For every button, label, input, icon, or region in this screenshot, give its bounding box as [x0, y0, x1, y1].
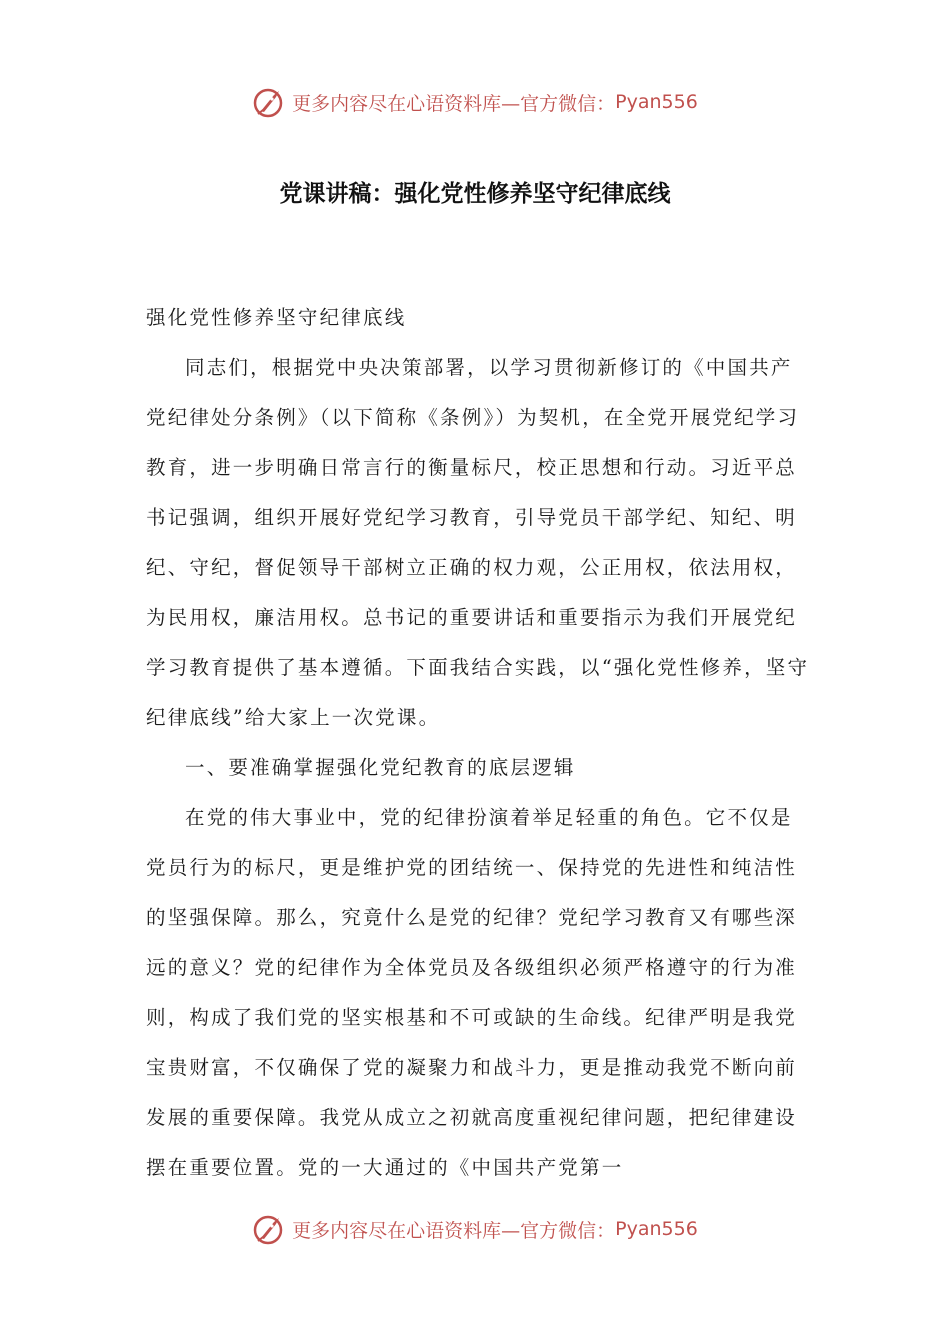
footer-banner	[0, 1207, 950, 1251]
document-title: 党课讲稿：强化党性修养坚守纪律底线	[279, 181, 671, 207]
banner-text: 更多内容尽在心语资料库—官方微信：	[292, 92, 616, 115]
header-banner	[0, 80, 950, 124]
wechat-id: Pyan556	[615, 1218, 698, 1240]
banner-text: 更多内容尽在心语资料库—官方微信：	[292, 1219, 616, 1242]
pen-nib-logo-icon	[252, 85, 286, 119]
paragraph-section-1: 在党的伟大事业中，党的纪律扮演着举足轻重的角色。它不仅是党员行为的标尺，更是维护党的团结统一、保持党的先进性和纯洁性的坚强保障。那么，究竟什么是党的纪律？党纪学习教育又有哪些深远的意义？党的纪律作为全体党员及各级组织必须严格遵守的行为准则，构成了我们党的坚实根基和不可或缺的生命线。纪律严明是我党宝贵财富，不仅确保了党的凝聚力和战斗力，更是推动我党不断向前发展的重要保障。我党从成立之初就高度重视纪律问题，把纪律建设摆在重要位置。党的一大通过的《中国共产党第一	[146, 806, 798, 1179]
pen-nib-logo-icon	[252, 1212, 286, 1246]
document-body	[146, 293, 810, 1193]
wechat-id: Pyan556	[615, 91, 698, 113]
paragraph-intro: 同志们，根据党中央决策部署，以学习贯彻新修订的《中国共产党纪律处分条例》（以下简称《条例》）为契机，在全党开展党纪学习教育，进一步明确日常言行的衡量标尺，校正思想和行动。习近平总书记强调，组织开展好党纪学习教育，引导党员干部学纪、知纪、明纪、守纪，督促领导干部树立正确的权力观，公正用权，依法用权，为民用权，廉洁用权。总书记的重要讲话和重要指示为我们开展党纪学习教育提供了基本遵循。下面我结合实践，以“强化党性修养，坚守纪律底线”给大家上一次党课。	[146, 356, 810, 729]
document-subtitle: 强化党性修养坚守纪律底线	[146, 306, 407, 329]
section-heading-1: 一、要准确掌握强化党纪教育的底层逻辑	[185, 756, 576, 779]
